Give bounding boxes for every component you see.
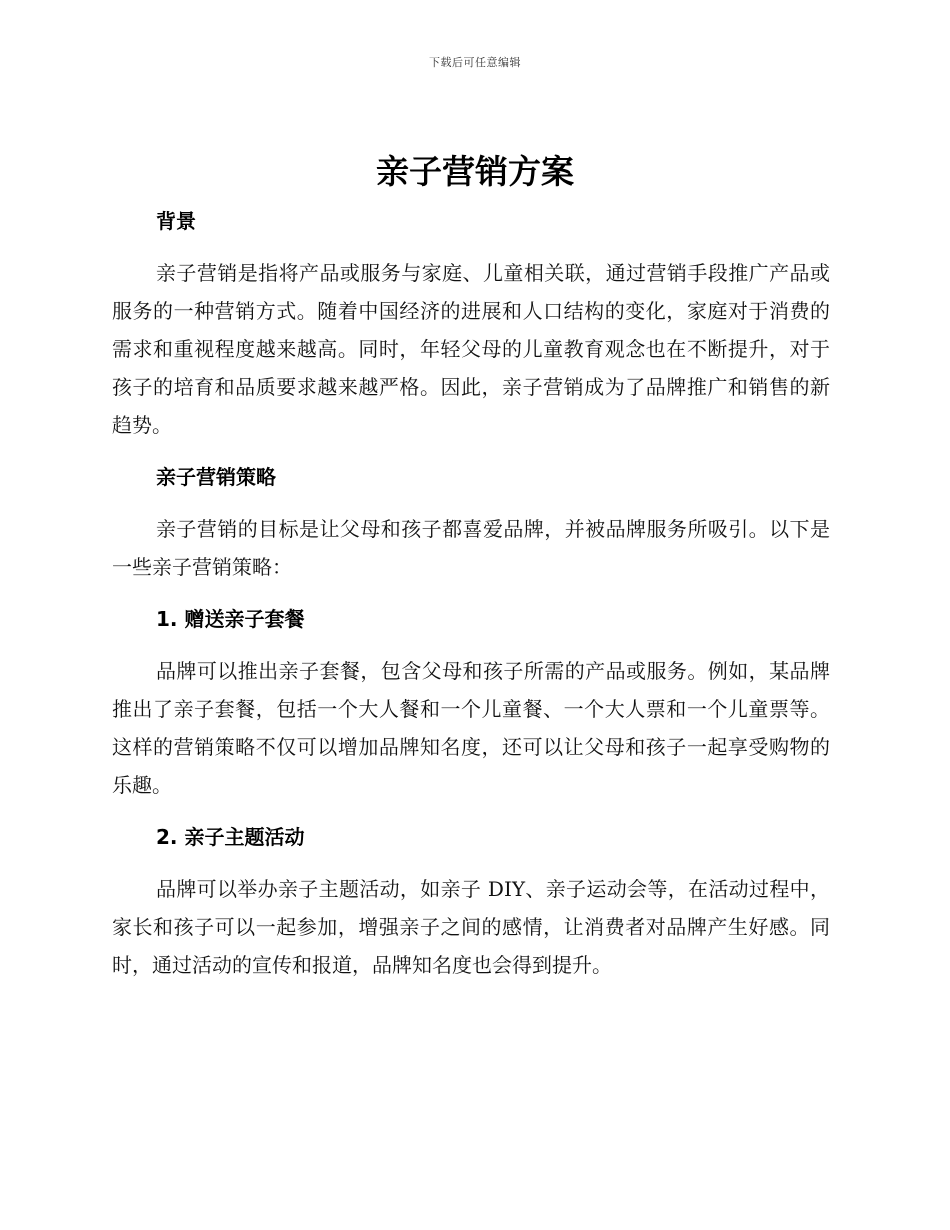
section-text-package: 品牌可以推出亲子套餐，包含父母和孩子所需的产品或服务。例如，某品牌推出了亲子套餐，包括一个大人餐和一个儿童餐、一个大人票和一个儿童票等。这样的营销策略不仅可以增加品牌知名度，还可以让父母和孩子一起享受购物的乐趣。 [112, 659, 830, 797]
document-body [112, 204, 830, 984]
section-text-activity: 品牌可以举办亲子主题活动，如亲子 DIY、亲子运动会等，在活动过程中，家长和孩子可以一起参加，增强亲子之间的感情，让消费者对品牌产生好感。同时，通过活动的宣传和报道，品牌知名度也会得到提升。 [112, 877, 830, 977]
header-note: 下载后可任意编辑 [429, 56, 521, 69]
section-heading-package: 1. 赠送亲子套餐 [156, 607, 305, 631]
section-text-strategy: 亲子营销的目标是让父母和孩子都喜爱品牌，并被品牌服务所吸引。以下是一些亲子营销策略： [112, 517, 830, 579]
section-heading-background: 背景 [156, 209, 196, 233]
document-title: 亲子营销方案 [376, 152, 574, 191]
section-heading-strategy: 亲子营销策略 [156, 465, 276, 489]
section-heading-activity: 2. 亲子主题活动 [156, 825, 305, 849]
section-text-background: 亲子营销是指将产品或服务与家庭、儿童相关联，通过营销手段推广产品或服务的一种营销方式。随着中国经济的进展和人口结构的变化，家庭对于消费的需求和重视程度越来越高。同时，年轻父母的儿童教育观念也在不断提升，对于孩子的培育和品质要求越来越严格。因此，亲子营销成为了品牌推广和销售的新趋势。 [112, 261, 830, 437]
